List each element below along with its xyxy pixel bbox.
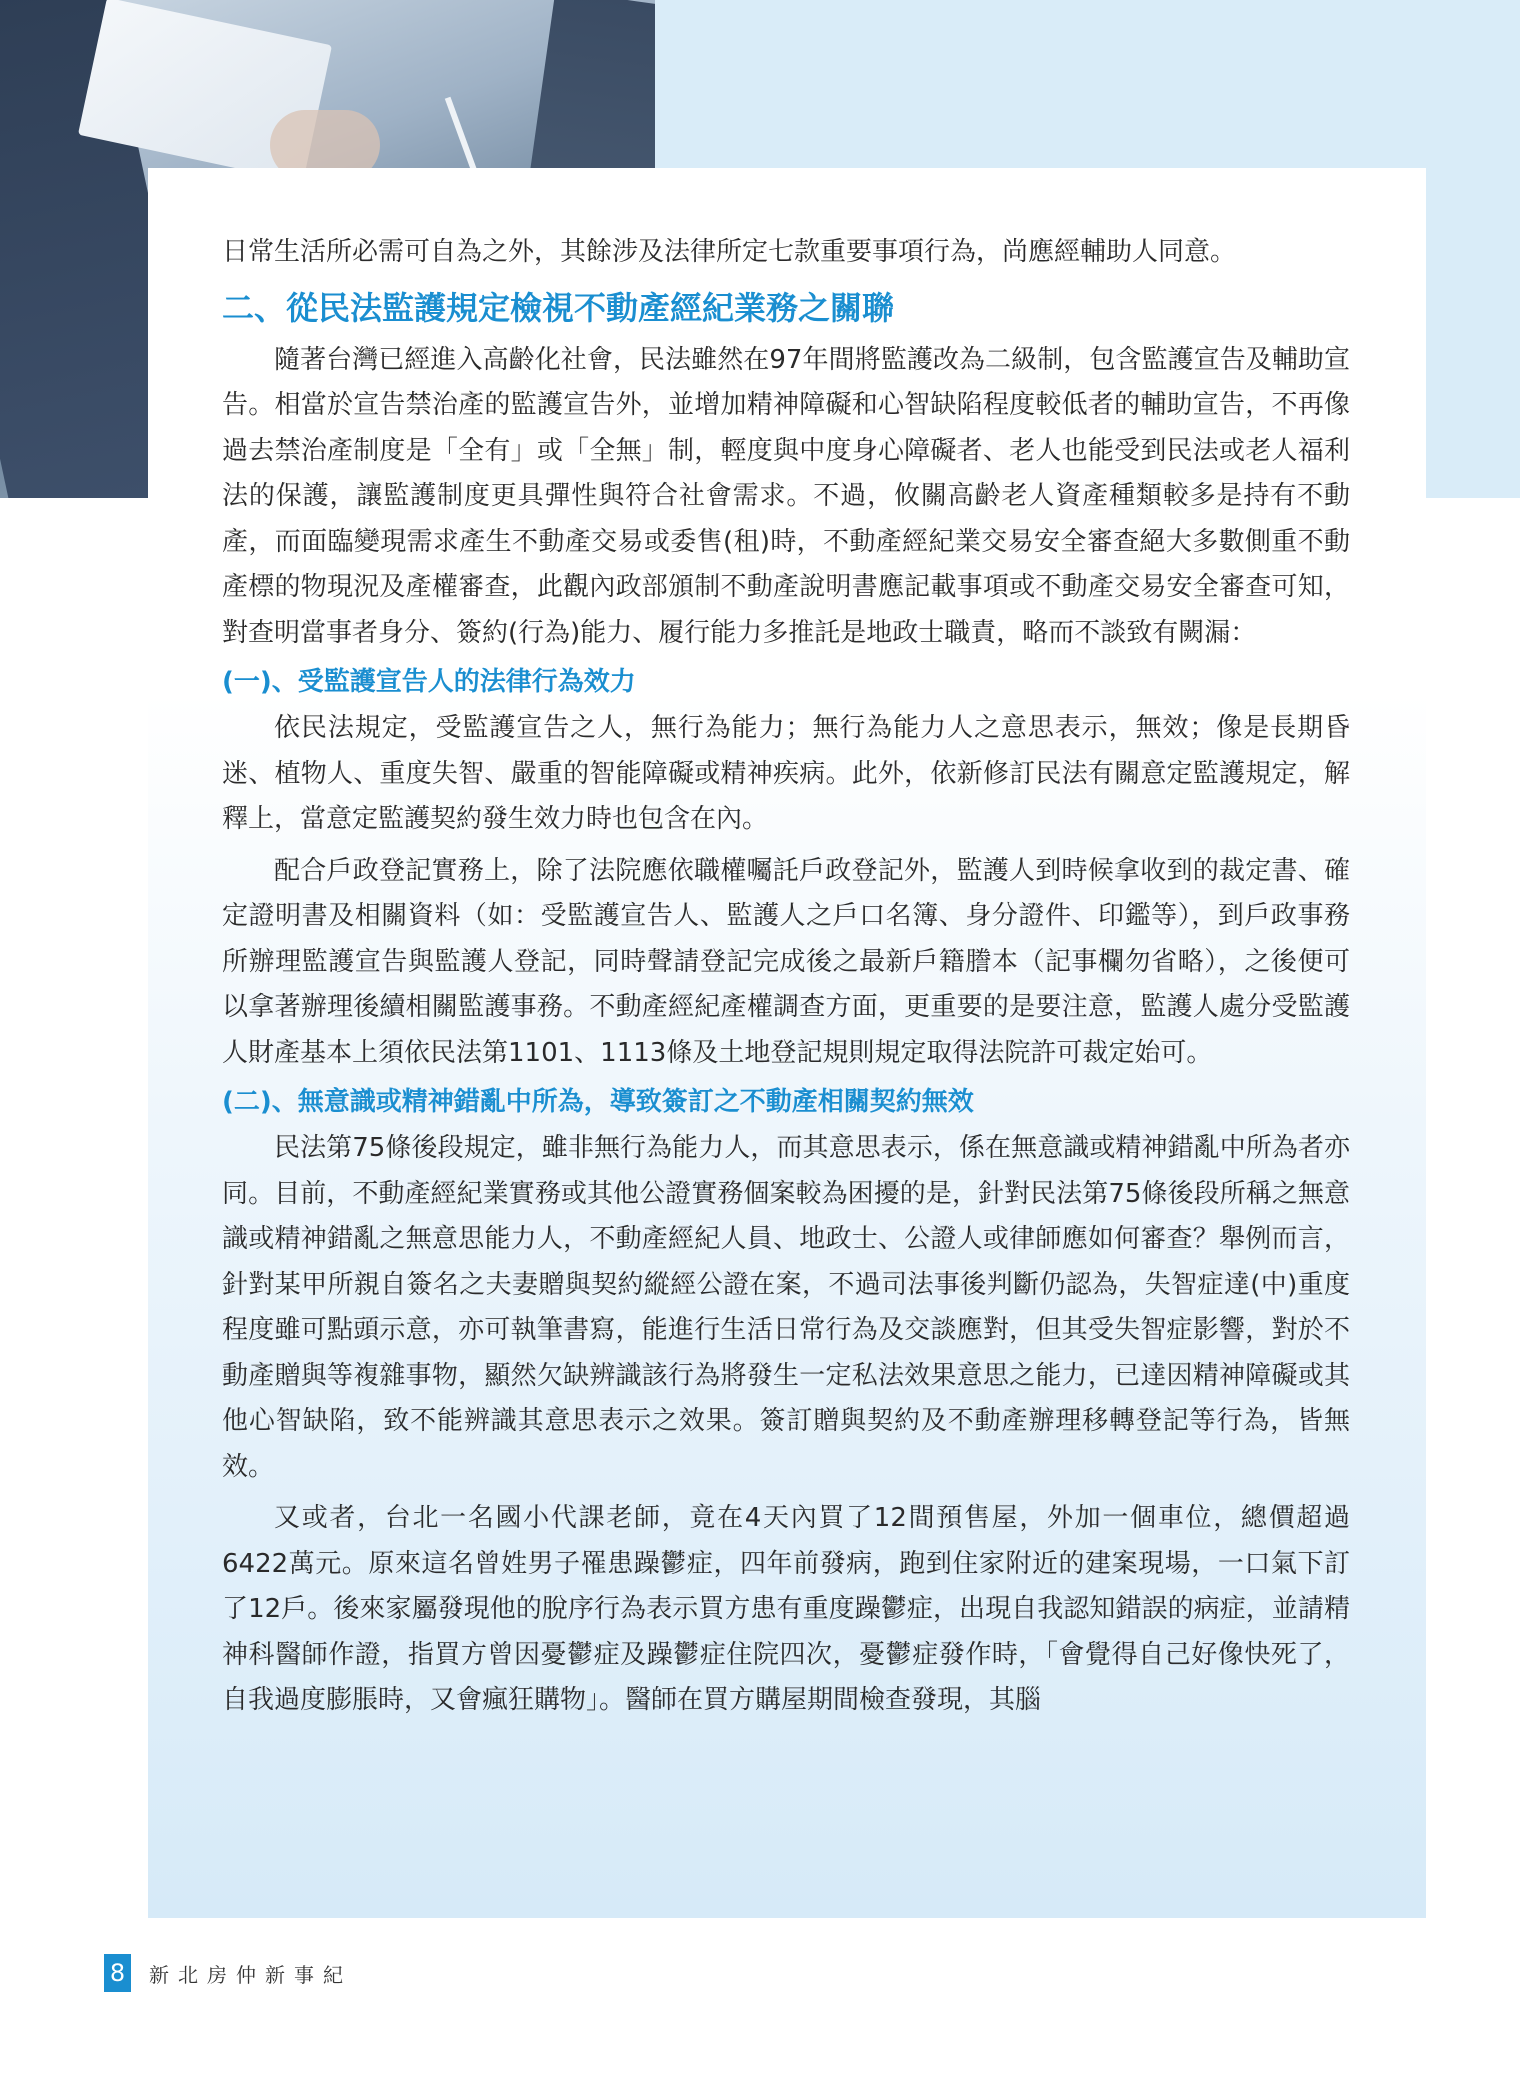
paragraph: 依民法規定，受監護宣告之人，無行為能力；無行為能力人之意思表示，無效；像是長期昏迷、植物人、重度失智、嚴重的智能障礙或精神疾病。此外，依新修訂民法有關意定監護規定，解釋上，當意定監護契約發生效力時也包含在內。 — [222, 713, 1350, 834]
paragraph: 又或者，台北一名國小代課老師，竟在4天內買了12間預售屋，外加一個車位，總價超過6422萬元。原來這名曾姓男子罹患躁鬱症，四年前發病，跑到住家附近的建案現場，一口氣下訂了12戶。後來家屬發現他的脫序行為表示買方患有重度躁鬱症，出現自我認知錯誤的病症，並請精神科醫師作證，指買方曾因憂鬱症及躁鬱症住院四次，憂鬱症發作時，「會覺得自己好像快死了，自我過度膨脹時，又會瘋狂購物」。醫師在買方購屋期間檢查發現，其腦 — [222, 1503, 1350, 1715]
paragraph: 民法第75條後段規定，雖非無行為能力人，而其意思表示，係在無意識或精神錯亂中所為者亦同。目前，不動產經紀業實務或其他公證實務個案較為困擾的是，針對民法第75條後段所稱之無意識或精神錯亂之無意思能力人，不動產經紀人員、地政士、公證人或律師應如何審查？舉例而言，針對某甲所親自簽名之夫妻贈與契約縱經公證在案，不過司法事後判斷仍認為，失智症達(中)重度程度雖可點頭示意，亦可執筆書寫，能進行生活日常行為及交談應對，但其受失智症影響，對於不動產贈與等複雜事物，顯然欠缺辨識該行為將發生一定私法效果意思之能力，已達因精神障礙或其他心智缺陷，致不能辨識其意思表示之效果。簽訂贈與契約及不動產辦理移轉登記等行為，皆無效。 — [222, 1133, 1350, 1482]
page-footer — [104, 1954, 352, 1992]
subsection-heading-1: (一)、受監護宣告人的法律行為效力 — [222, 667, 636, 697]
page-number: 8 — [104, 1954, 131, 1992]
subsection-heading-2: (二)、無意識或精神錯亂中所為，導致簽訂之不動產相關契約無效 — [222, 1087, 974, 1117]
paragraph: 配合戶政登記實務上，除了法院應依職權囑託戶政登記外，監護人到時候拿收到的裁定書、確定證明書及相關資料（如：受監護宣告人、監護人之戶口名簿、身分證件、印鑑等），到戶政事務所辦理監護宣告與監護人登記，同時聲請登記完成後之最新戶籍謄本（記事欄勿省略），之後便可以拿著辦理後續相關監護事務。不動產經紀產權調查方面，更重要的是要注意，監護人處分受監護人財產基本上須依民法第1101、1113條及土地登記規則規定取得法院許可裁定始可。 — [222, 855, 1350, 1068]
magazine-title: 新北房仲新事紀 — [149, 1962, 352, 1987]
paragraph-continued: 日常生活所必需可自為之外，其餘涉及法律所定七款重要事項行為，尚應經輔助人同意。 — [222, 237, 1237, 267]
paragraph: 隨著台灣已經進入高齡化社會，民法雖然在97年間將監護改為二級制，包含監護宣告及輔助宣告。相當於宣告禁治產的監護宣告外，並增加精神障礙和心智缺陷程度較低者的輔助宣告，不再像過去禁治產制度是「全有」或「全無」制，輕度與中度身心障礙者、老人也能受到民法或老人福利法的保護，讓監護制度更具彈性與符合社會需求。不過，攸關高齡老人資產種類較多是持有不動產，而面臨變現需求產生不動產交易或委售(租)時，不動產經紀業交易安全審查絕大多數側重不動產標的物現況及產權審查，此觀內政部頒制不動產說明書應記載事項或不動產交易安全審查可知，對查明當事者身分、簽約(行為)能力、履行能力多推託是地政士職責，略而不談致有闕漏： — [222, 344, 1350, 648]
section-heading: 二、從民法監護規定檢視不動產經紀業務之關聯 — [222, 288, 895, 327]
article-panel — [148, 168, 1426, 1918]
